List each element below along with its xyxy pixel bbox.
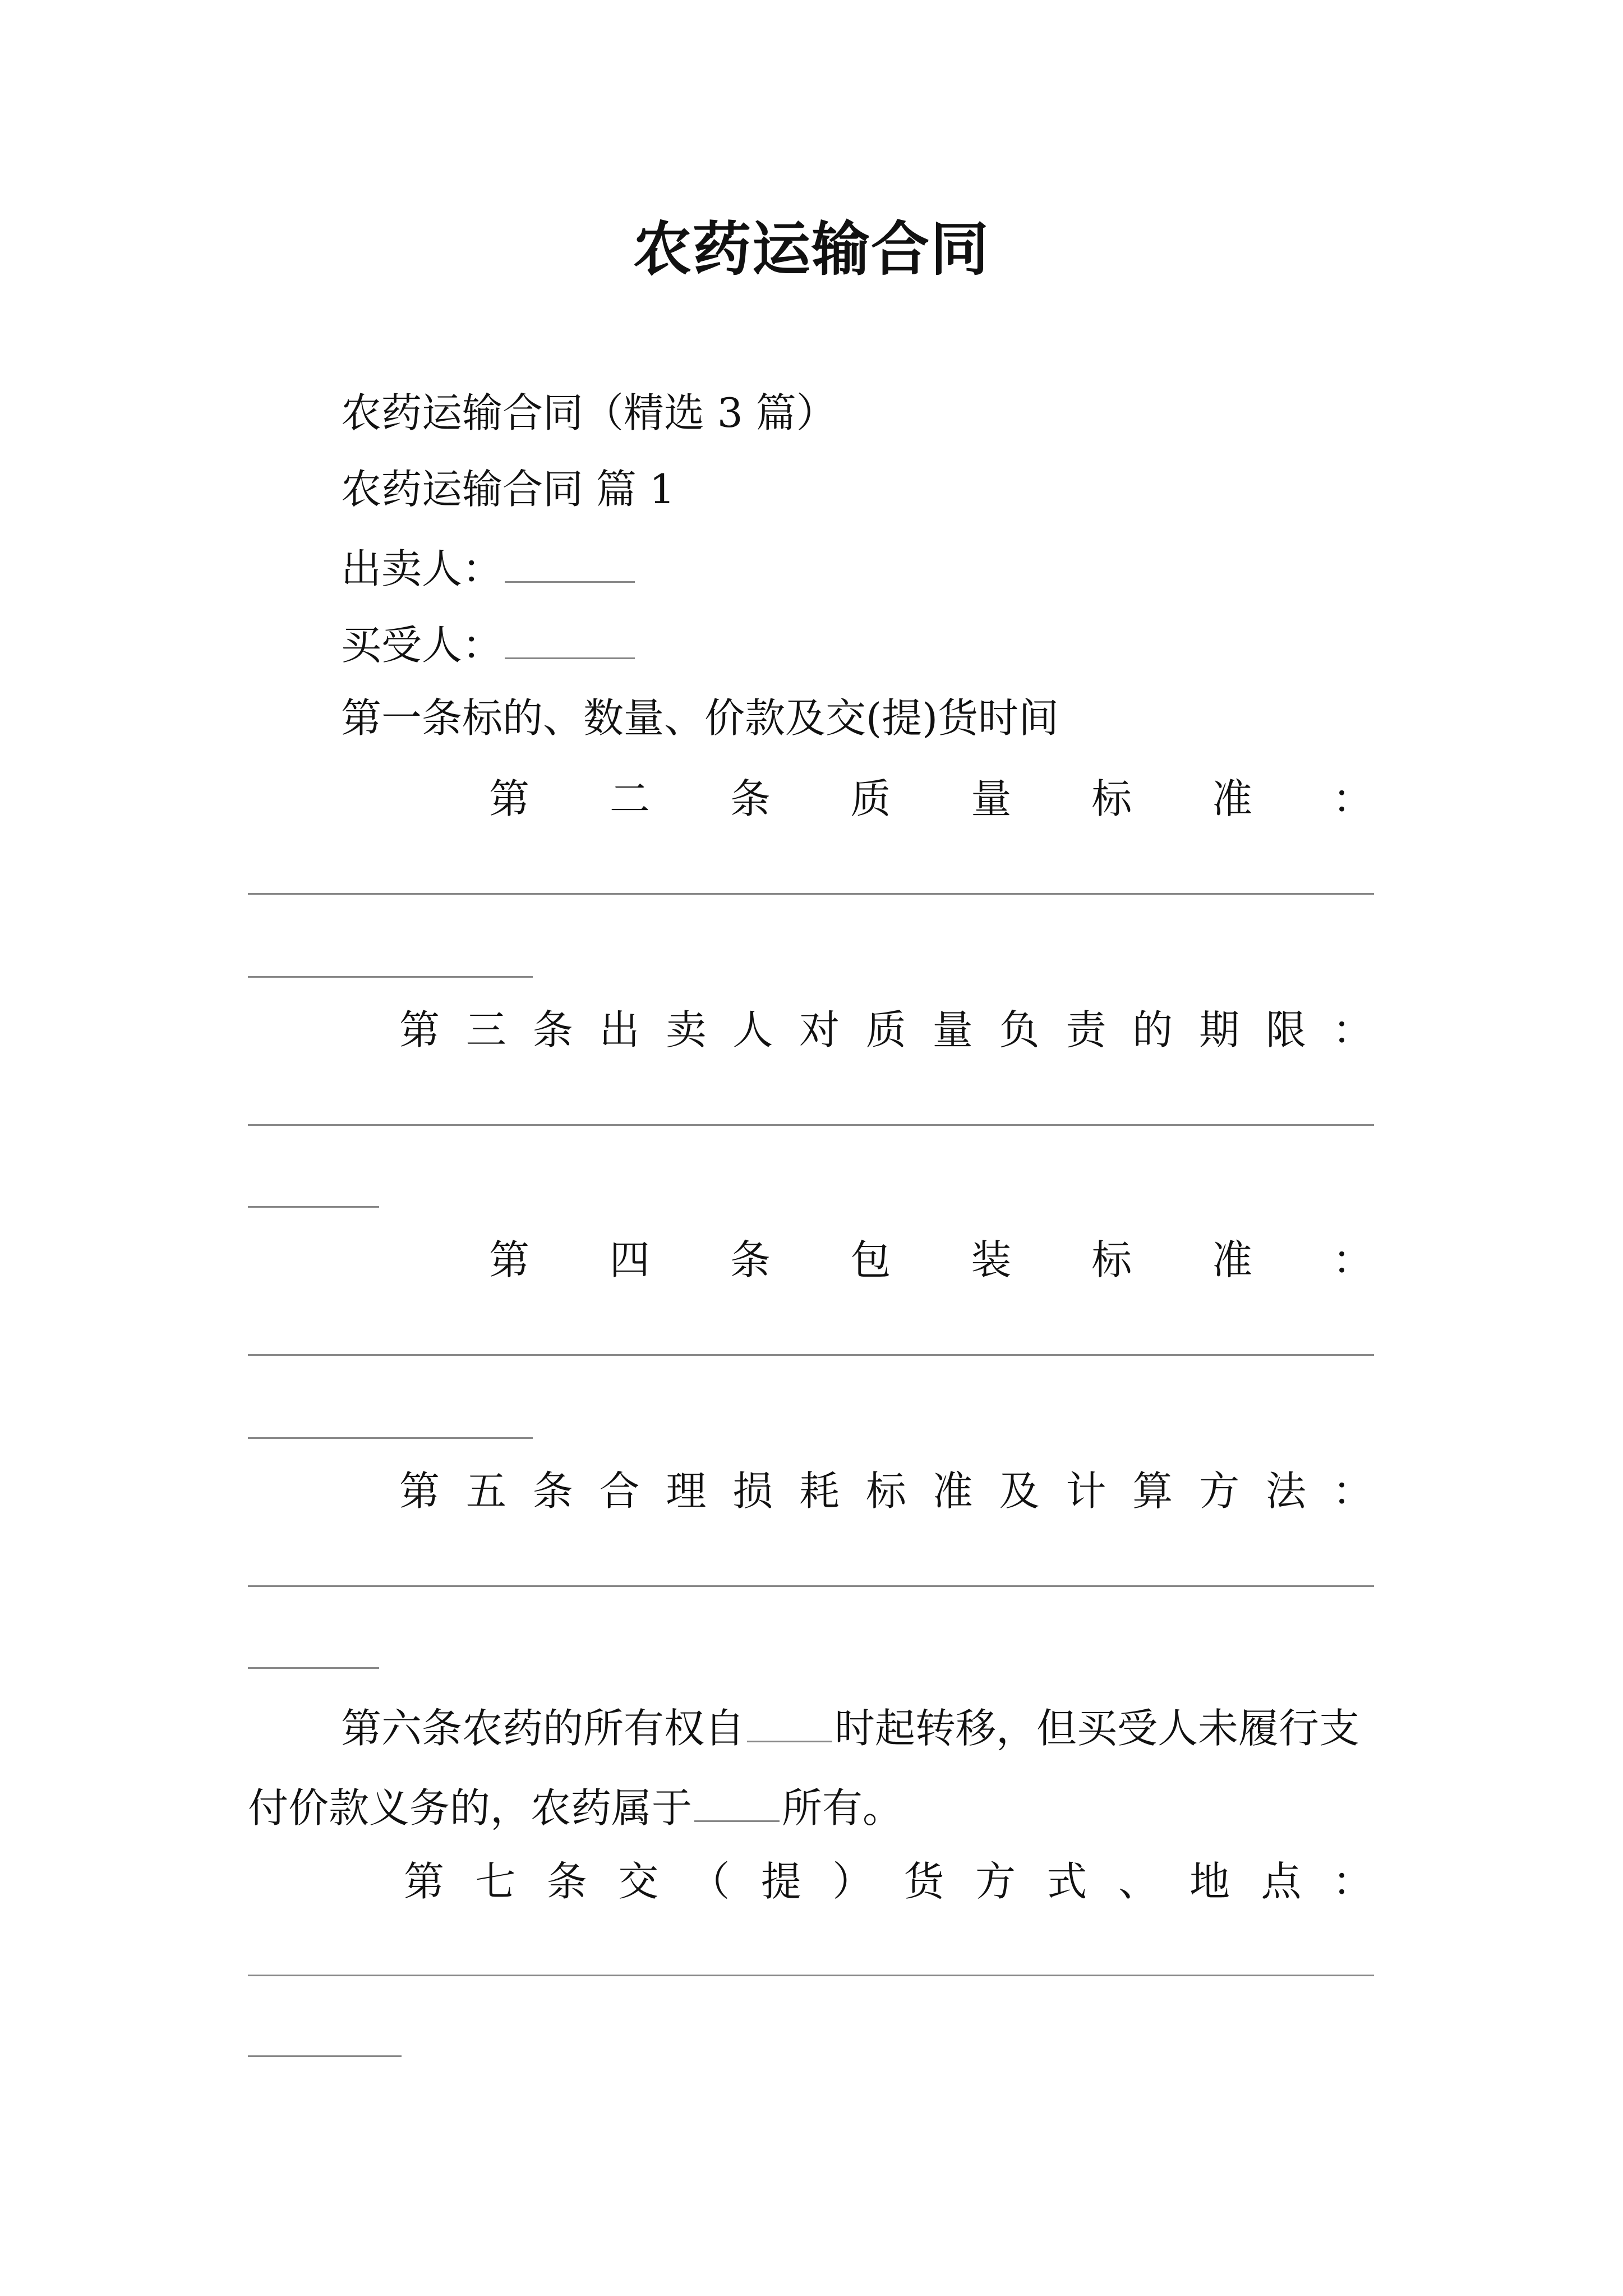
article-3-char: 负 (999, 1006, 1040, 1053)
article-3-fill-line-end[interactable] (248, 1206, 379, 1208)
article-3-char: 限 (1265, 1006, 1306, 1053)
article-3-char: 卖 (666, 1006, 707, 1053)
article-3-fill-line[interactable] (248, 1124, 1374, 1126)
article-4-char: 第 (489, 1236, 530, 1283)
article-3-char: 人 (732, 1006, 773, 1053)
ownership-holder-blank[interactable] (694, 1788, 780, 1822)
article-3-char: 量 (932, 1006, 973, 1053)
buyer-line (341, 622, 637, 669)
article-5-char: 五 (465, 1467, 506, 1515)
article-7-char: 交 (618, 1858, 659, 1905)
article-7-char: 地 (1189, 1858, 1230, 1905)
article-4-heading (489, 1236, 1373, 1283)
article-6-paragraph (248, 1688, 1375, 1848)
article-5-char: 合 (599, 1467, 640, 1515)
article-7-char: 提 (760, 1858, 801, 1905)
article-7-char: ： (1332, 1858, 1373, 1905)
article-3-char: 第 (399, 1006, 440, 1053)
article-4-fill-line[interactable] (248, 1354, 1374, 1356)
article-2-heading (489, 775, 1373, 822)
article-4-char: 准 (1212, 1236, 1253, 1283)
article-7-char: 点 (1261, 1858, 1302, 1905)
article-5-char: 法 (1265, 1467, 1306, 1515)
article-4-fill-line-end[interactable] (248, 1437, 533, 1439)
article-5-fill-line[interactable] (248, 1585, 1374, 1587)
article-5-heading (399, 1467, 1373, 1515)
article-2-char: 条 (730, 775, 771, 822)
article-2-char: 质 (850, 775, 891, 822)
article-3-char: 出 (599, 1006, 640, 1053)
seller-label: 出卖人： (341, 545, 503, 592)
article-7-char: 方 (975, 1858, 1016, 1905)
article-6-text-2: 时起转移，但买受人未履行支付价款义务的，农药属于 (248, 1705, 1360, 1832)
document-subtitle: 农药运输合同（精选 3 篇） (341, 389, 837, 436)
article-7-char: 条 (546, 1858, 587, 1905)
article-2-char: 量 (971, 775, 1012, 822)
article-3-char: 的 (1132, 1006, 1173, 1053)
article-3-char: 期 (1199, 1006, 1240, 1053)
article-5-char: 方 (1199, 1467, 1240, 1515)
article-4-char: 装 (971, 1236, 1012, 1283)
article-5-char: 耗 (799, 1467, 840, 1515)
article-3-char: 对 (799, 1006, 840, 1053)
article-2-char: 第 (489, 775, 530, 822)
article-2-char: 二 (609, 775, 650, 822)
article-7-heading (404, 1858, 1373, 1905)
article-5-char: 标 (865, 1467, 906, 1515)
seller-line (341, 545, 637, 592)
buyer-label: 买受人： (341, 622, 503, 669)
ownership-transfer-time-blank[interactable] (747, 1708, 832, 1742)
article-4-char: 包 (850, 1236, 891, 1283)
document-title: 农药运输合同 (633, 215, 990, 283)
article-2-char: 准 (1212, 775, 1253, 822)
article-3-char: ： (1332, 1006, 1373, 1053)
article-5-char: 准 (932, 1467, 973, 1515)
article-5-char: 理 (666, 1467, 707, 1515)
article-7-char: 货 (903, 1858, 944, 1905)
article-5-char: ： (1332, 1467, 1373, 1515)
article-5-char: 算 (1132, 1467, 1173, 1515)
article-3-char: 质 (865, 1006, 906, 1053)
article-2-fill-line-end[interactable] (248, 976, 533, 978)
article-5-char: 损 (732, 1467, 773, 1515)
article-3-heading (399, 1006, 1373, 1053)
article-6-text-3: 所有。 (782, 1784, 903, 1832)
article-7-fill-line-end[interactable] (248, 2055, 402, 2057)
article-3-char: 条 (532, 1006, 573, 1053)
article-7-char: ） (832, 1858, 873, 1905)
article-2-char: ： (1332, 775, 1373, 822)
article-4-char: 四 (609, 1236, 650, 1283)
article-3-char: 责 (1066, 1006, 1106, 1053)
article-4-char: ： (1332, 1236, 1373, 1283)
article-2-fill-line[interactable] (248, 893, 1374, 895)
article-5-fill-line-end[interactable] (248, 1667, 379, 1669)
article-3-char: 三 (465, 1006, 506, 1053)
article-1: 第一条标的、数量、价款及交(提)货时间 (341, 694, 1059, 742)
article-7-fill-line[interactable] (248, 1975, 1374, 1976)
article-7-char: 式 (1046, 1858, 1087, 1905)
article-5-char: 及 (999, 1467, 1040, 1515)
article-5-char: 计 (1066, 1467, 1106, 1515)
article-5-char: 第 (399, 1467, 440, 1515)
seller-blank[interactable] (505, 545, 635, 583)
article-4-char: 标 (1091, 1236, 1132, 1283)
article-7-char: 、 (1118, 1858, 1159, 1905)
article-7-char: （ (689, 1858, 730, 1905)
article-7-char: 第 (404, 1858, 445, 1905)
article-4-char: 条 (730, 1236, 771, 1283)
article-5-char: 条 (532, 1467, 573, 1515)
section-heading: 农药运输合同 篇 1 (341, 466, 675, 513)
article-2-char: 标 (1091, 775, 1132, 822)
article-6-text-1: 第六条农药的所有权自 (341, 1705, 745, 1752)
article-7-char: 七 (475, 1858, 516, 1905)
buyer-blank[interactable] (505, 622, 635, 659)
